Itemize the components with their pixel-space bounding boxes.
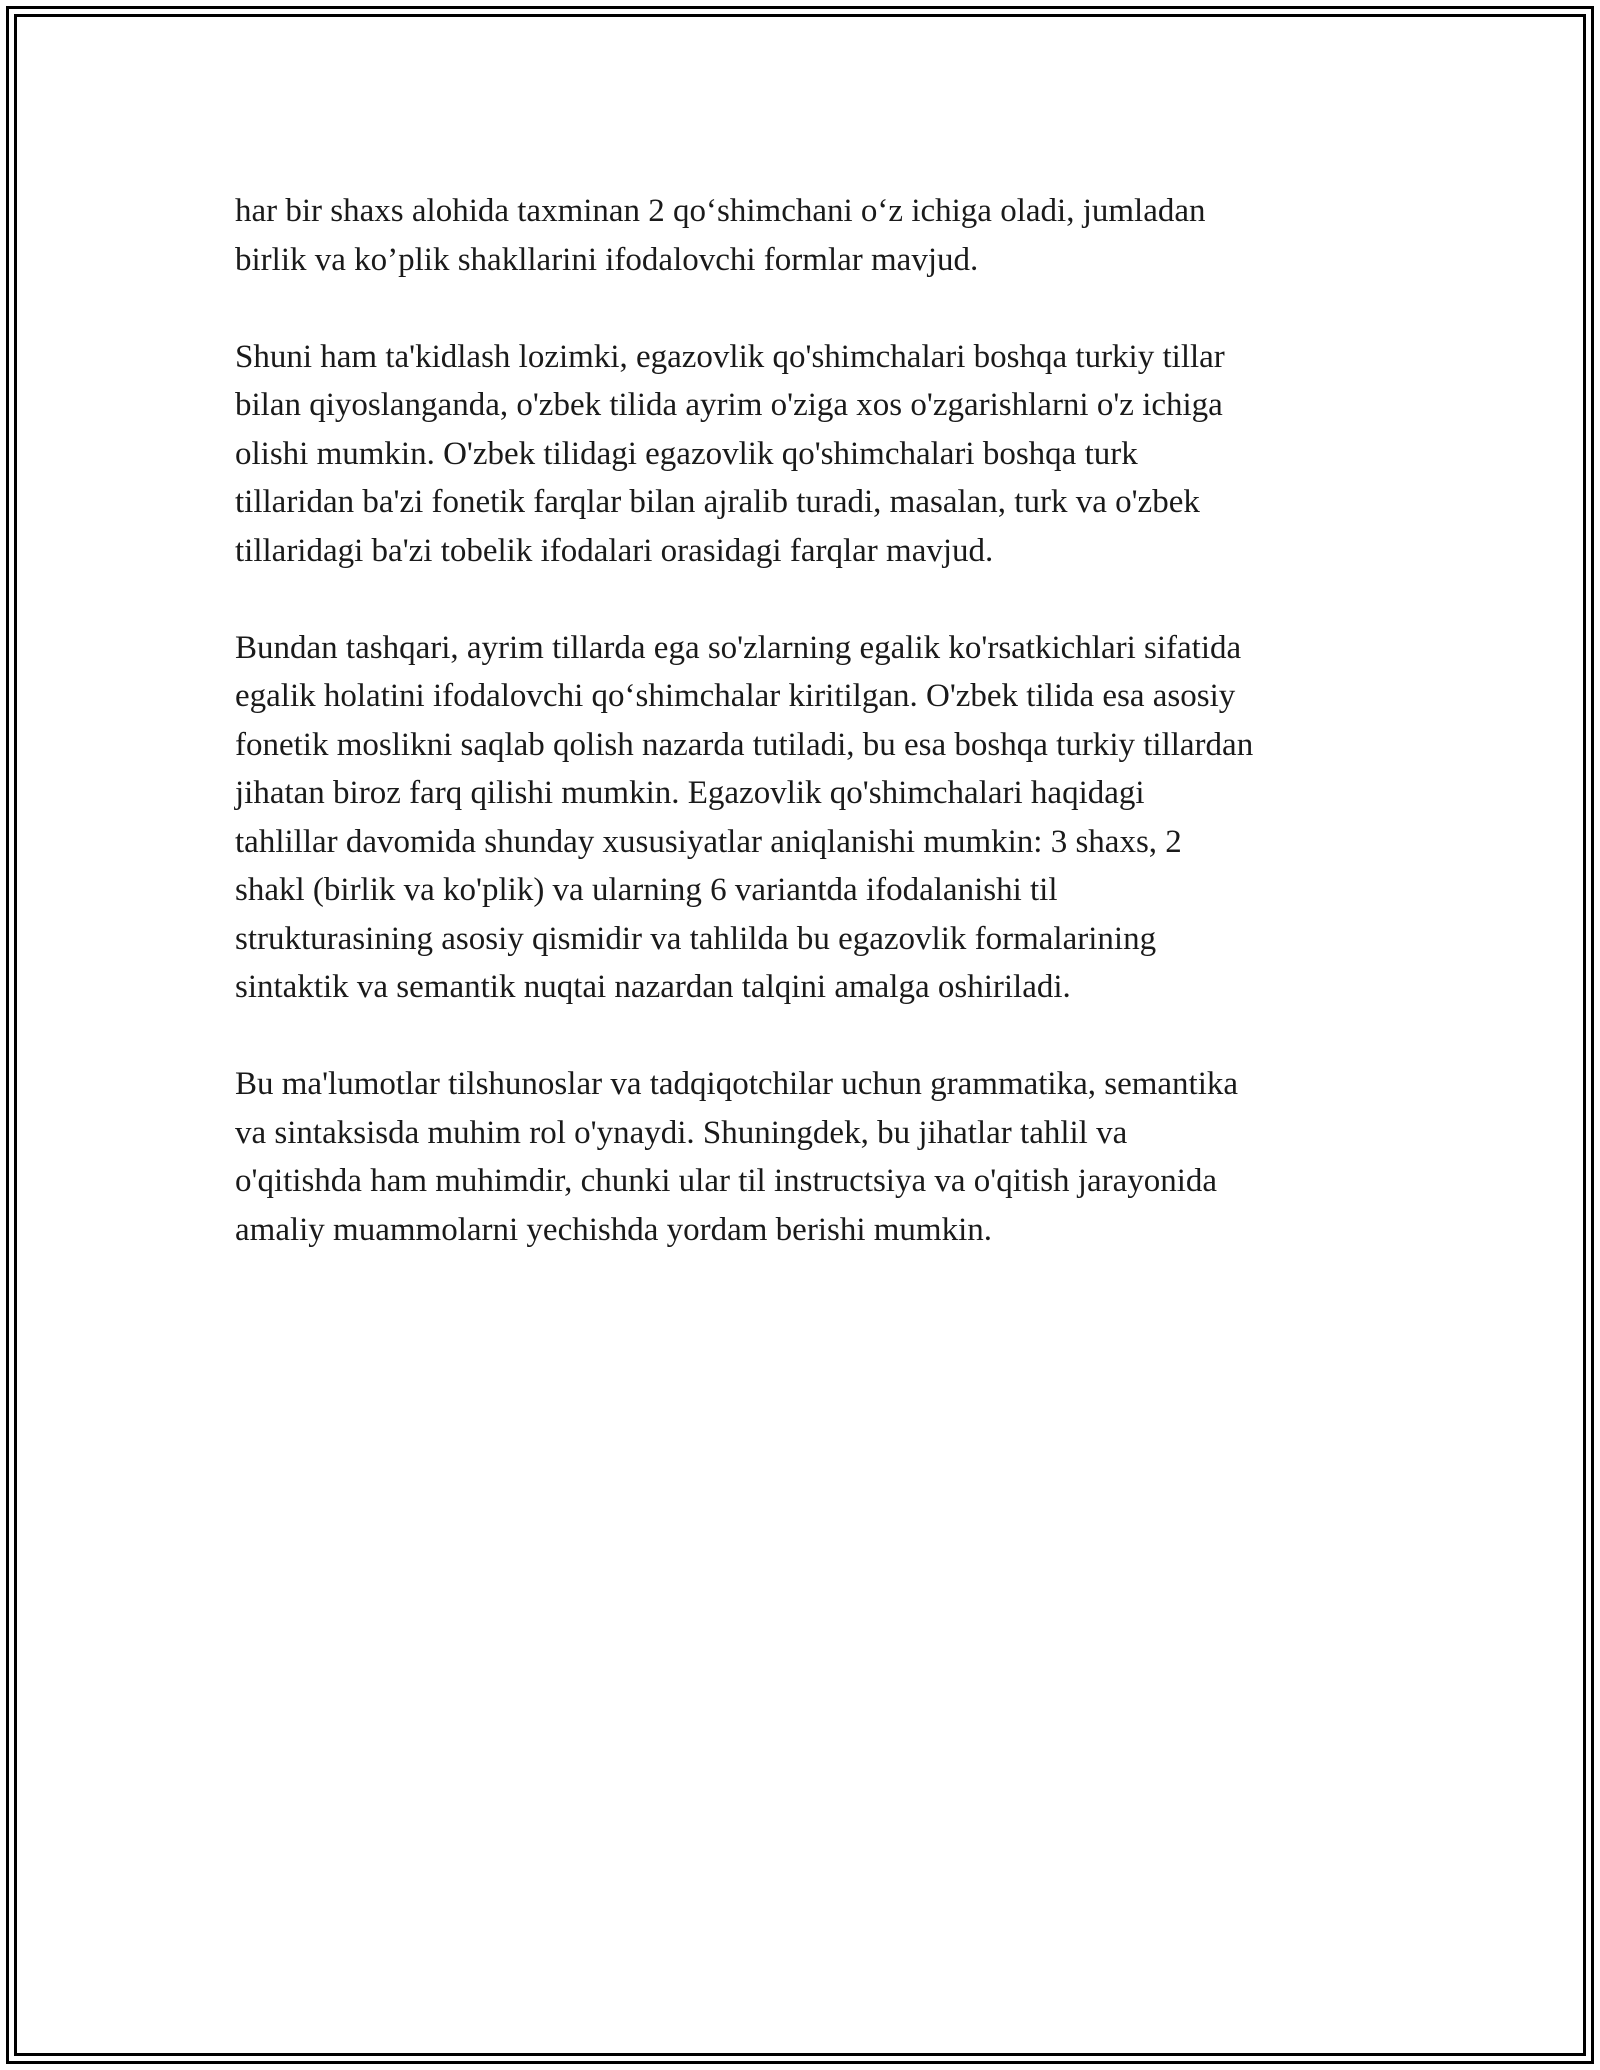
paragraph-4 <box>235 1060 1385 1254</box>
text-line: tahlillar davomida shunday xususiyatlar aniqlanishi mumkin: 3 shaxs, 2 <box>235 823 1182 860</box>
text-line: har bir shaxs alohida taxminan 2 qo‘shimchani o‘z ichiga oladi, jumladan <box>235 193 1206 229</box>
text-line: o'qitishda ham muhimdir, chunki ular til instructsiya va o'qitish jarayonida <box>235 1163 1218 1199</box>
text-line: sintaktik va semantik nuqtai nazardan talqini amalga oshiriladi. <box>235 969 1071 1005</box>
paragraph-1 <box>235 187 1385 284</box>
text-line: egalik holatini ifodalovchi qo‘shimchalar kiritilgan. O'zbek tilida esa asosiy <box>235 678 1236 714</box>
text-line: tillaridagi ba'zi tobelik ifodalari orasidagi farqlar mavjud. <box>235 532 994 569</box>
text-line: strukturasining asosiy qismidir va tahlilda bu egazovlik formalarining <box>235 920 1157 957</box>
text-line: Bu ma'lumotlar tilshunoslar va tadqiqotchilar uchun grammatika, semantika <box>235 1066 1239 1102</box>
text-line: tillaridan ba'zi fonetik farqlar bilan ajralib turadi, masalan, turk va o'zbek <box>235 484 1200 520</box>
text-line: Shuni ham ta'kidlash lozimki, egazovlik qo'shimchalari boshqa turkiy tillar <box>235 338 1225 375</box>
text-line: jihatan biroz farq qilishi mumkin. Egazovlik qo'shimchalari haqidagi <box>235 775 1145 811</box>
paragraph-2 <box>235 333 1385 576</box>
text-line: birlik va ko’plik shakllarini ifodalovchi formlar mavjud. <box>235 241 979 278</box>
text-line: Bundan tashqari, ayrim tillarda ega so'zlarning egalik ko'rsatkichlari sifatida <box>235 629 1242 666</box>
text-line: olishi mumkin. O'zbek tilidagi egazovlik qo'shimchalari boshqa turk <box>235 435 1138 472</box>
document-body <box>235 187 1385 1303</box>
text-line: amaliy muammolarni yechishda yordam berishi mumkin. <box>235 1211 993 1248</box>
text-line: fonetik moslikni saqlab qolish nazarda tutiladi, bu esa boshqa turkiy tillardan <box>235 726 1254 763</box>
paragraph-3 <box>235 624 1385 1012</box>
text-line: shakl (birlik va ko'plik) va ularning 6 variantda ifodalanishi til <box>235 872 1058 908</box>
text-line: bilan qiyoslanganda, o'zbek tilida ayrim o'ziga xos o'zgarishlarni o'z ichiga <box>235 387 1223 423</box>
text-line: va sintaksisda muhim rol o'ynaydi. Shuningdek, bu jihatlar tahlil va <box>235 1114 1128 1151</box>
